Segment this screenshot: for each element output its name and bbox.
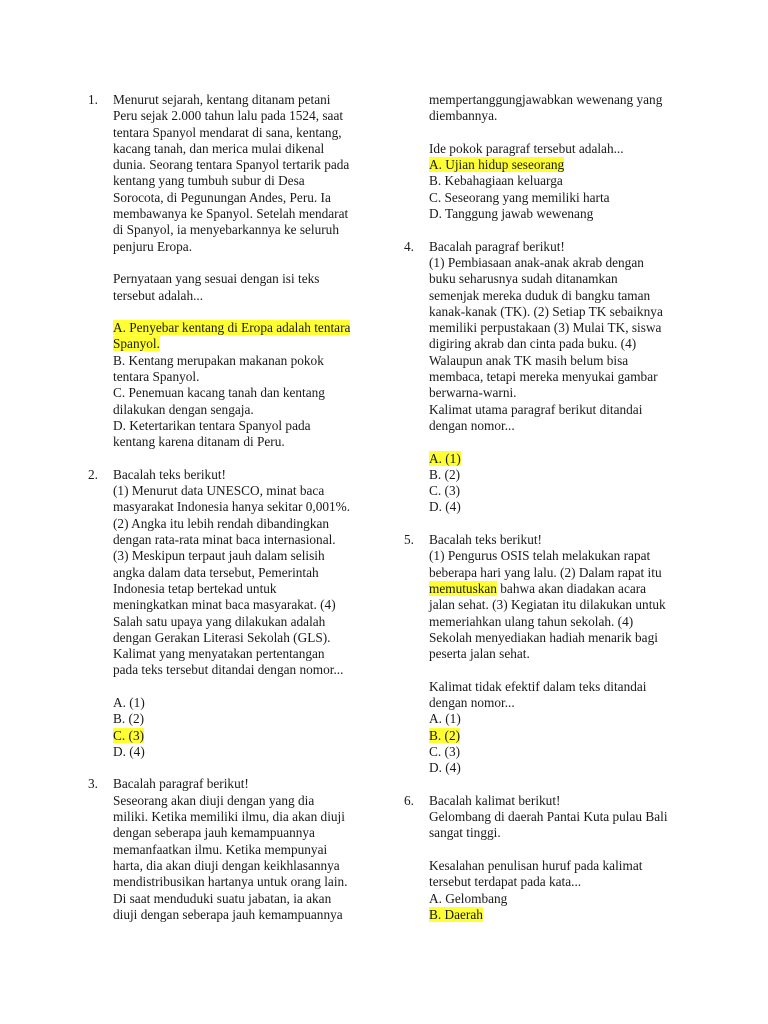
text-line: [113, 467, 358, 483]
question-block: [404, 793, 674, 923]
text-line: [113, 418, 358, 434]
line-text: Kalimat tidak efektif dalam teks ditandai: [429, 678, 647, 694]
text-line: [113, 776, 358, 792]
line-text: kanak-kanak (TK). (2) Setiap TK sebaiknya: [429, 303, 663, 319]
text-line: [429, 288, 674, 304]
line-text: membawanya ke Spanyol. Setelah mendarat: [113, 206, 349, 222]
line-text: Sorocota, di Pegunungan Andes, Peru. Ia: [113, 189, 331, 205]
line-text: D. Ketertarikan tentara Spanyol pada: [113, 417, 311, 433]
blank-line: [429, 125, 674, 141]
line-text: Bacalah paragraf berikut!: [429, 238, 565, 254]
blank-line: [429, 434, 674, 450]
text-segment: bahwa akan diadakan acara: [496, 580, 647, 596]
question-number: 6.: [404, 792, 414, 808]
line-text: Menurut sejarah, kentang ditanam petani: [113, 92, 331, 107]
line-text: sangat tinggi.: [429, 825, 501, 841]
text-line: [429, 728, 674, 744]
question-spacer: [404, 222, 674, 238]
text-line: [113, 630, 358, 646]
line-text: diuji dengan seberapa jauh kemampuannya: [113, 906, 343, 922]
text-line: [113, 907, 358, 923]
text-line: [113, 874, 358, 890]
text-line: [113, 662, 358, 678]
left-column: [88, 92, 358, 923]
line-text: B. Kebahagiaan keluarga: [429, 173, 563, 189]
text-line: [113, 728, 358, 744]
highlighted-answer: Spanyol.: [113, 336, 160, 352]
line-text: B. (2): [113, 711, 145, 727]
text-line: [113, 581, 358, 597]
line-text: memeriahkan ulang tahun sekolah. (4): [429, 613, 634, 629]
line-text: (1) Menurut data UNESCO, minat baca: [113, 483, 325, 499]
line-text: membaca, tetapi mereka menyukai gambar: [429, 369, 658, 385]
line-text: Walaupun anak TK masih belum bisa: [429, 352, 629, 368]
question-spacer: [88, 451, 358, 467]
line-text: tentara Spanyol.: [113, 369, 200, 385]
highlighted-answer: B. Daerah: [429, 906, 483, 922]
line-text: Gelombang di daerah Pantai Kuta pulau Bali: [429, 809, 668, 825]
line-text: angka dalam data tersebut, Pemerintah: [113, 564, 319, 580]
question-number: 3.: [88, 776, 98, 792]
text-line: [113, 516, 358, 532]
text-line: [113, 125, 358, 141]
text-line: [429, 679, 674, 695]
line-text: Kesalahan penulisan huruf pada kalimat: [429, 857, 643, 873]
line-text: Bacalah paragraf berikut!: [113, 776, 249, 792]
text-line: [113, 532, 358, 548]
line-text: tersebut terdapat pada kata...: [429, 874, 582, 890]
text-line: [113, 614, 358, 630]
text-line: [429, 190, 674, 206]
text-line: [429, 255, 674, 271]
highlighted-answer: A. (1): [429, 450, 461, 466]
line-text: Salah satu upaya yang dilakukan adalah: [113, 613, 326, 629]
line-text: Ide pokok paragraf tersebut adalah...: [429, 140, 624, 156]
line-text: Kalimat yang menyatakan pertentangan: [113, 646, 325, 662]
text-line: [113, 288, 358, 304]
text-line: [429, 614, 674, 630]
line-text: tentara Spanyol mendarat di sana, kentang,: [113, 124, 342, 140]
line-text: (3) Meskipun terpaut jauh dalam selisih: [113, 548, 325, 564]
text-line: [113, 402, 358, 418]
line-text: Peru sejak 2.000 tahun lalu pada 1524, saat: [113, 108, 344, 124]
text-line: [429, 271, 674, 287]
text-line: [113, 646, 358, 662]
highlighted-answer: B. (2): [429, 727, 461, 743]
highlighted-answer: A. Ujian hidup seseorang: [429, 157, 565, 173]
line-text: di Spanyol, ia menyebarkannya ke seluruh: [113, 222, 339, 238]
text-line: [429, 141, 674, 157]
text-line: [429, 336, 674, 352]
line-text: Pernyataan yang sesuai dengan isi teks: [113, 271, 320, 287]
line-text: tersebut adalah...: [113, 287, 204, 303]
text-line: [429, 548, 674, 564]
text-line: [429, 369, 674, 385]
blank-line: [113, 304, 358, 320]
question-block: [88, 92, 358, 451]
question-spacer: [404, 776, 674, 792]
text-line: [429, 874, 674, 890]
line-text: (1) Pembiasaan anak-anak akrab dengan: [429, 254, 644, 270]
line-text: kentang yang tumbuh subur di Desa: [113, 173, 305, 189]
text-line: [429, 760, 674, 776]
text-line: [113, 483, 358, 499]
line-text: C. Seseorang yang memiliki harta: [429, 189, 610, 205]
highlighted-answer: C. (3): [113, 727, 145, 743]
text-line: [113, 711, 358, 727]
text-line: [429, 206, 674, 222]
line-text: dengan rata-rata minat baca internasional.: [113, 532, 336, 548]
line-text: berwarna-warni.: [429, 385, 517, 401]
line-text: Bacalah teks berikut!: [113, 466, 226, 482]
line-text: dunia. Seorang tentara Spanyol tertarik pada: [113, 157, 350, 173]
text-line: [429, 467, 674, 483]
text-line: [113, 793, 358, 809]
line-text: semenjak mereka duduk di bangku taman: [429, 287, 651, 303]
line-text: C. (3): [429, 483, 461, 499]
question-block: [88, 776, 358, 923]
text-line: [113, 336, 358, 352]
text-line: [113, 385, 358, 401]
line-text: harta, dia akan diuji dengan keikhlasannya: [113, 857, 340, 873]
text-line: [429, 597, 674, 613]
question-block: [404, 532, 674, 776]
line-text: dilakukan dengan sengaja.: [113, 401, 254, 417]
text-line: [429, 320, 674, 336]
line-text: dengan Gerakan Literasi Sekolah (GLS).: [113, 629, 331, 645]
question-continuation: [404, 92, 674, 222]
line-text: beberapa hari yang lalu. (2) Dalam rapat itu: [429, 564, 662, 580]
blank-line: [429, 662, 674, 678]
question-block: [88, 467, 358, 760]
line-text: buku seharusnya sudah ditanamkan: [429, 271, 618, 287]
line-text: dengan seberapa jauh kemampuannya: [113, 825, 315, 841]
text-line: [113, 369, 358, 385]
text-line: [113, 695, 358, 711]
question-block: [404, 239, 674, 516]
line-text: D. (4): [113, 743, 145, 759]
line-text: miliki. Ketika memiliki ilmu, dia akan diuji: [113, 809, 345, 825]
text-line: [429, 646, 674, 662]
question-spacer: [404, 516, 674, 532]
highlighted-text: memutuskan: [429, 580, 497, 596]
text-line: [113, 157, 358, 173]
text-line: [113, 842, 358, 858]
line-text: Indonesia tetap bertekad untuk: [113, 580, 277, 596]
text-line: [429, 809, 674, 825]
text-line: [113, 108, 358, 124]
text-line: [429, 565, 674, 581]
line-text: kentang karena ditanam di Peru.: [113, 434, 285, 450]
text-line: [429, 695, 674, 711]
line-text: dengan nomor...: [429, 694, 515, 710]
text-line: [429, 483, 674, 499]
line-text: Sekolah menyediakan hadiah menarik bagi: [429, 629, 658, 645]
line-text: C. Penemuan kacang tanah dan kentang: [113, 385, 325, 401]
question-number: 2.: [88, 466, 98, 482]
text-line: [429, 711, 674, 727]
blank-line: [113, 255, 358, 271]
line-text: B. (2): [429, 466, 461, 482]
text-line: [113, 173, 358, 189]
question-spacer: [88, 760, 358, 776]
blank-line: [429, 842, 674, 858]
line-text: meningkatkan minat baca masyarakat. (4): [113, 597, 336, 613]
line-text: (1) Pengurus OSIS telah melakukan rapat: [429, 548, 651, 564]
line-text: Kalimat utama paragraf berikut ditandai: [429, 401, 643, 417]
line-text: B. Kentang merupakan makanan pokok: [113, 352, 324, 368]
text-line: [113, 353, 358, 369]
text-line: [113, 825, 358, 841]
line-text: mempertanggungjawabkan wewenang yang: [429, 92, 663, 107]
line-text: pada teks tersebut ditandai dengan nomor...: [113, 662, 344, 678]
line-text: Di saat menduduki suatu jabatan, ia akan: [113, 890, 332, 906]
right-column: [404, 92, 674, 923]
text-line: [429, 239, 674, 255]
text-line: [113, 565, 358, 581]
text-line: [429, 353, 674, 369]
text-line: [113, 809, 358, 825]
line-text: A. (1): [113, 694, 145, 710]
line-text: Seseorang akan diuji dengan yang dia: [113, 792, 315, 808]
text-line: [113, 891, 358, 907]
line-text: dengan nomor...: [429, 417, 515, 433]
line-text: digiring akrab dan cinta pada buku. (4): [429, 336, 637, 352]
text-line: [113, 206, 358, 222]
line-text: mendistribusikan hartanya untuk orang lain.: [113, 874, 348, 890]
text-line: [429, 173, 674, 189]
text-line: [429, 858, 674, 874]
line-text: jalan sehat. (3) Kegiatan itu dilakukan untuk: [429, 597, 666, 613]
line-text: masyarakat Indonesia hanya sekitar 0,001%.: [113, 499, 351, 515]
text-line: [113, 499, 358, 515]
text-line: [429, 744, 674, 760]
text-line: [113, 92, 358, 108]
line-text: D. Tanggung jawab wewenang: [429, 206, 594, 222]
line-text: D. (4): [429, 499, 461, 515]
question-number: 4.: [404, 238, 414, 254]
text-line: [429, 108, 674, 124]
line-text: peserta jalan sehat.: [429, 646, 530, 662]
text-line: [429, 451, 674, 467]
text-line: [429, 793, 674, 809]
text-line: [429, 581, 674, 597]
line-text: D. (4): [429, 760, 461, 776]
text-line: [429, 418, 674, 434]
text-line: [429, 385, 674, 401]
line-text: memiliki perpustakaan (3) Mulai TK, siswa: [429, 320, 662, 336]
line-text: penjuru Eropa.: [113, 238, 193, 254]
highlighted-answer: A. Penyebar kentang di Eropa adalah tentara: [113, 320, 351, 336]
question-number: 1.: [88, 92, 98, 107]
text-line: [429, 630, 674, 646]
text-line: [429, 157, 674, 173]
text-line: [429, 499, 674, 515]
text-line: [429, 907, 674, 923]
text-line: [113, 320, 358, 336]
line-text: Bacalah teks berikut!: [429, 532, 542, 548]
text-line: [429, 825, 674, 841]
line-text: (2) Angka itu lebih rendah dibandingkan: [113, 515, 330, 531]
line-text: A. Gelombang: [429, 890, 508, 906]
text-line: [113, 597, 358, 613]
text-line: [113, 222, 358, 238]
text-line: [113, 271, 358, 287]
text-line: [429, 891, 674, 907]
line-text: Bacalah kalimat berikut!: [429, 792, 561, 808]
text-line: [113, 141, 358, 157]
text-line: [113, 858, 358, 874]
text-line: [429, 92, 674, 108]
line-text: A. (1): [429, 711, 461, 727]
text-line: [429, 304, 674, 320]
text-line: [113, 744, 358, 760]
text-line: [113, 434, 358, 450]
line-text: C. (3): [429, 743, 461, 759]
line-text: memanfaatkan ilmu. Ketika mempunyai: [113, 841, 328, 857]
text-line: [113, 190, 358, 206]
text-line: [113, 548, 358, 564]
text-line: [429, 402, 674, 418]
text-line: [429, 532, 674, 548]
line-text: kacang tanah, dan merica mulai dikenal: [113, 140, 325, 156]
question-number: 5.: [404, 532, 414, 548]
text-line: [113, 239, 358, 255]
line-text: diembannya.: [429, 108, 498, 124]
blank-line: [113, 679, 358, 695]
